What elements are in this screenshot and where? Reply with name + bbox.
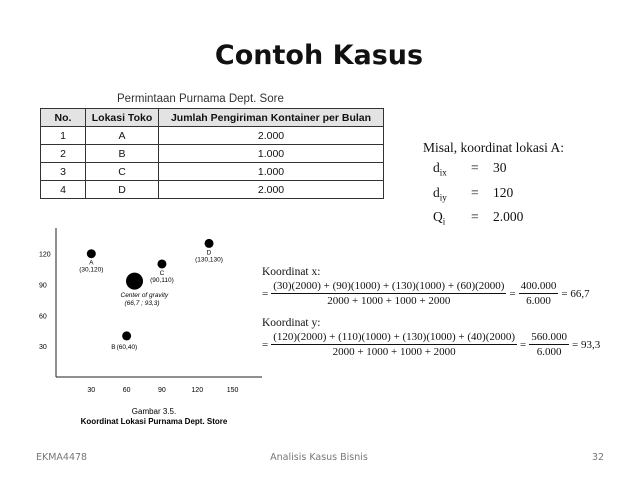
chart-caption-line2: Koordinat Lokasi Purnama Dept. Store [80,417,228,426]
header-jumlah: Jumlah Pengiriman Kontainer per Bulan [159,109,384,127]
cell-lokasi: D [86,181,159,199]
example-heading: Misal, koordinat lokasi A: [423,140,564,155]
store-point-c [157,259,166,268]
cell-no: 4 [41,181,86,199]
formula-numerator: (30)(2000) + (90)(1000) + (130)(1000) + (60)(2000) [273,280,505,292]
formula-numerator-total: 400.000 [520,280,557,292]
cell-jumlah: 1.000 [159,163,384,181]
value: 120 [493,184,514,200]
table-caption: Permintaan Purnama Dept. Sore [117,93,284,105]
example-line-diy [423,183,564,208]
store-point-d [205,239,214,248]
symbol: d [433,184,440,200]
cell-no: 2 [41,145,86,163]
symbol: d [433,160,440,175]
x-tick-label: 60 [122,387,131,394]
demand-table [40,108,384,199]
table-header-row [41,109,384,127]
x-tick-label: 120 [191,387,204,394]
formula-denominator: 2000 + 1000 + 1000 + 2000 [332,346,456,358]
store-location-chart [36,226,269,431]
cell-jumlah: 2.000 [159,181,384,199]
cell-jumlah: 2.000 [159,127,384,145]
center-of-gravity-point [126,273,143,290]
cell-no: 3 [41,163,86,181]
point-coord: (66,7 ; 93,3) [124,300,160,308]
point-label: A [89,259,94,267]
point-label: B [111,343,116,351]
footer-course-name: Analisis Kasus Bisnis [270,452,368,463]
header-lokasi: Lokasi Toko [86,109,159,127]
formula-label: Koordinat y: [262,317,321,329]
symbol: Q [433,209,443,225]
formula-prefix: = [262,338,269,351]
table-row [41,181,384,199]
y-tick-label: 120 [39,251,51,259]
value: 2.000 [493,209,524,225]
equals: = [471,160,479,175]
subscript: i [442,217,446,228]
point-coord: (130,130) [195,256,223,264]
header-no: No. [41,109,86,127]
formula-denominator-total: 6.000 [526,295,551,307]
formula-numerator-total: 560.000 [531,331,567,343]
store-point-b [122,331,131,340]
point-coord: (30,120) [79,266,104,274]
formula-equals: = [520,338,527,351]
equals: = [471,184,479,200]
equals: = [471,209,479,225]
y-tick-label: 90 [39,282,47,290]
table-row [41,145,384,163]
formula-result: = 66,7 [561,287,590,300]
footer-page-number: 32 [592,452,605,463]
subscript: ix [439,167,447,178]
formula-prefix: = [262,287,269,300]
point-label: C [159,269,165,277]
chart-caption-line1: Gambar 3.5. [131,407,177,416]
coordinate-example [423,138,564,232]
point-coord: (90,110) [150,276,174,284]
value: 30 [493,160,507,175]
y-tick-label: 60 [39,313,47,321]
table-row [41,127,384,145]
cell-lokasi: B [86,145,159,163]
slide-title: Contoh Kasus [214,40,424,71]
y-tick-label: 30 [39,344,47,352]
cell-lokasi: A [86,127,159,145]
point-label: D [206,249,212,257]
x-tick-label: 90 [158,387,166,394]
formula-equals: = [509,287,516,300]
formula-denominator-total: 6.000 [536,346,562,358]
cell-lokasi: C [86,163,159,181]
table-row [41,163,384,181]
x-tick-label: 30 [87,387,96,394]
point-label: Center of gravity [120,292,169,300]
formula-denominator: 2000 + 1000 + 1000 + 2000 [327,295,451,307]
formula-result: = 93,3 [572,338,601,351]
formula-numerator: (120)(2000) + (110)(1000) + (130)(1000) + (40)(2000) [273,331,516,343]
example-line-dix [423,158,564,183]
store-point-a [87,249,96,258]
point-coord: (60,40) [116,343,138,351]
subscript: iy [439,192,447,203]
x-tick-label: 150 [226,387,239,394]
footer-course-code: EKMA4478 [36,452,88,463]
formula-x [262,266,590,307]
example-line-qi [423,207,564,232]
cell-no: 1 [41,127,86,145]
formula-label: Koordinat x: [262,266,321,278]
cell-jumlah: 1.000 [159,145,384,163]
formula-y [262,317,600,358]
